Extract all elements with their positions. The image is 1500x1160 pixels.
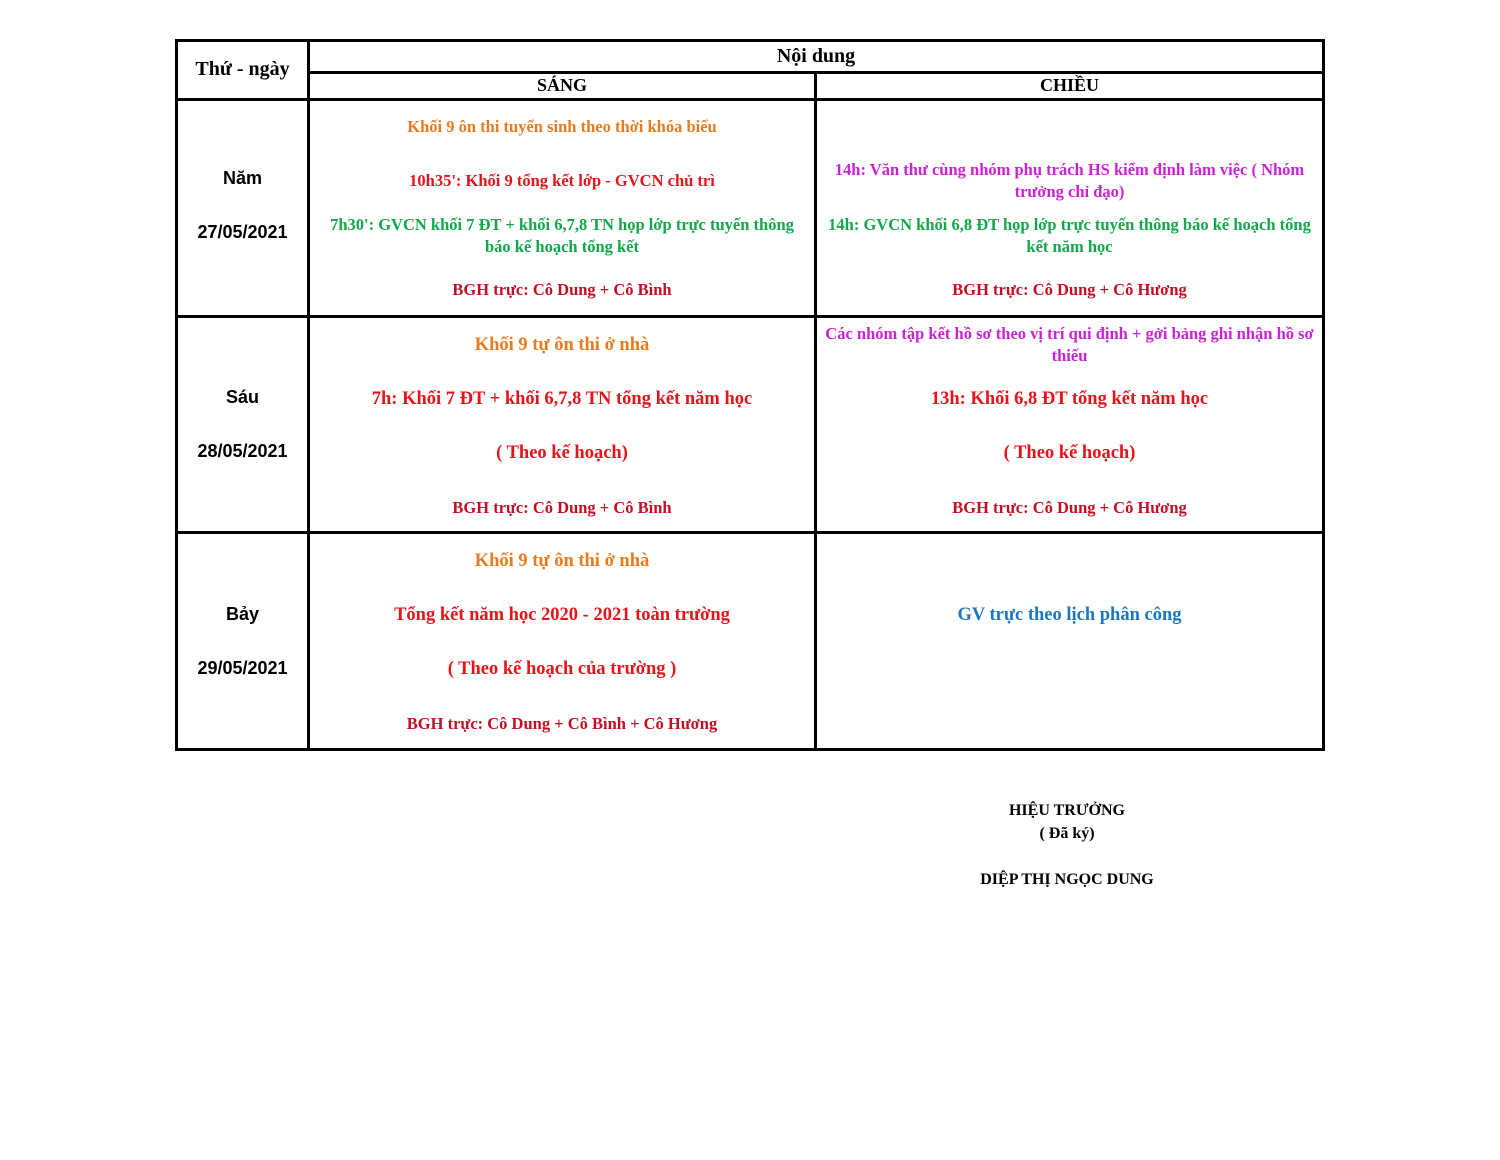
table-row [177,99,1324,316]
day-cell [177,99,309,316]
schedule-entry: ( Theo kế hoạch) [1003,442,1136,463]
morning-cell [309,316,816,533]
signature-name: DIỆP THỊ NGỌC DUNG [980,871,1154,888]
schedule-entry: Khối 9 tự ôn thi ở nhà [474,334,650,355]
day-date: 29/05/2021 [197,658,288,679]
morning-cell [309,533,816,750]
schedule-entry: BGH trực: Cô Dung + Cô Bình + Cô Hương [406,714,718,734]
schedule-entry: BGH trực: Cô Dung + Cô Hương [952,279,1187,299]
table-row [177,316,1324,533]
morning-header: SÁNG [309,72,816,99]
schedule-entry: 13h: Khối 6,8 ĐT tổng kết năm học [930,388,1209,409]
schedule-entry: Khối 9 tự ôn thi ở nhà [474,551,650,572]
schedule-entry: BGH trực: Cô Dung + Cô Hương [952,497,1187,517]
day-name: Bảy [225,604,260,625]
day-date: 27/05/2021 [197,221,288,242]
afternoon-cell [816,99,1324,316]
afternoon-header: CHIỀU [816,72,1324,99]
day-cell [177,533,309,750]
afternoon-cell [816,316,1324,533]
schedule-entry: 14h: GVCN khối 6,8 ĐT họp lớp trực tuyến thông báo kế hoạch tổng kết năm học [828,214,1311,256]
day-cell [177,316,309,533]
schedule-entry: 10h35': Khối 9 tổng kết lớp - GVCN chủ trì [409,170,715,190]
schedule-entry: BGH trực: Cô Dung + Cô Bình [452,279,672,299]
signature-note: ( Đã ký) [1039,825,1095,842]
morning-cell [309,99,816,316]
schedule-entry: 7h: Khối 7 ĐT + khối 6,7,8 TN tổng kết năm học [371,388,753,409]
content-header: Nội dung [309,41,1324,73]
schedule-entry: GV trực theo lịch phân công [957,605,1182,626]
schedule-entry: BGH trực: Cô Dung + Cô Bình [452,497,672,517]
schedule-entry: 14h: Văn thư cùng nhóm phụ trách HS kiểm định làm việc ( Nhóm trưởng chỉ đạo) [834,159,1305,201]
schedule-table [175,39,1325,751]
day-column-header: Thứ - ngày [177,41,309,100]
day-date: 28/05/2021 [197,440,288,461]
table-row [177,533,1324,750]
afternoon-cell [816,533,1324,750]
schedule-entry: Tổng kết năm học 2020 - 2021 toàn trường [394,605,730,626]
schedule-entry: ( Theo kế hoạch của trường ) [447,659,677,680]
schedule-entry: Khối 9 ôn thi tuyển sinh theo thời khóa biểu [407,116,717,136]
schedule-entry: ( Theo kế hoạch) [496,442,628,463]
day-name: Sáu [225,386,259,407]
schedule-entry: Các nhóm tập kết hồ sơ theo vị trí qui định + gởi bảng ghi nhận hồ sơ thiếu [825,323,1314,365]
signature-title: HIỆU TRƯỞNG [1008,802,1125,819]
schedule-entry: 7h30': GVCN khối 7 ĐT + khối 6,7,8 TN họp lớp trực tuyến thông báo kế hoạch tổng kết [330,214,794,256]
day-name: Năm [222,167,262,188]
